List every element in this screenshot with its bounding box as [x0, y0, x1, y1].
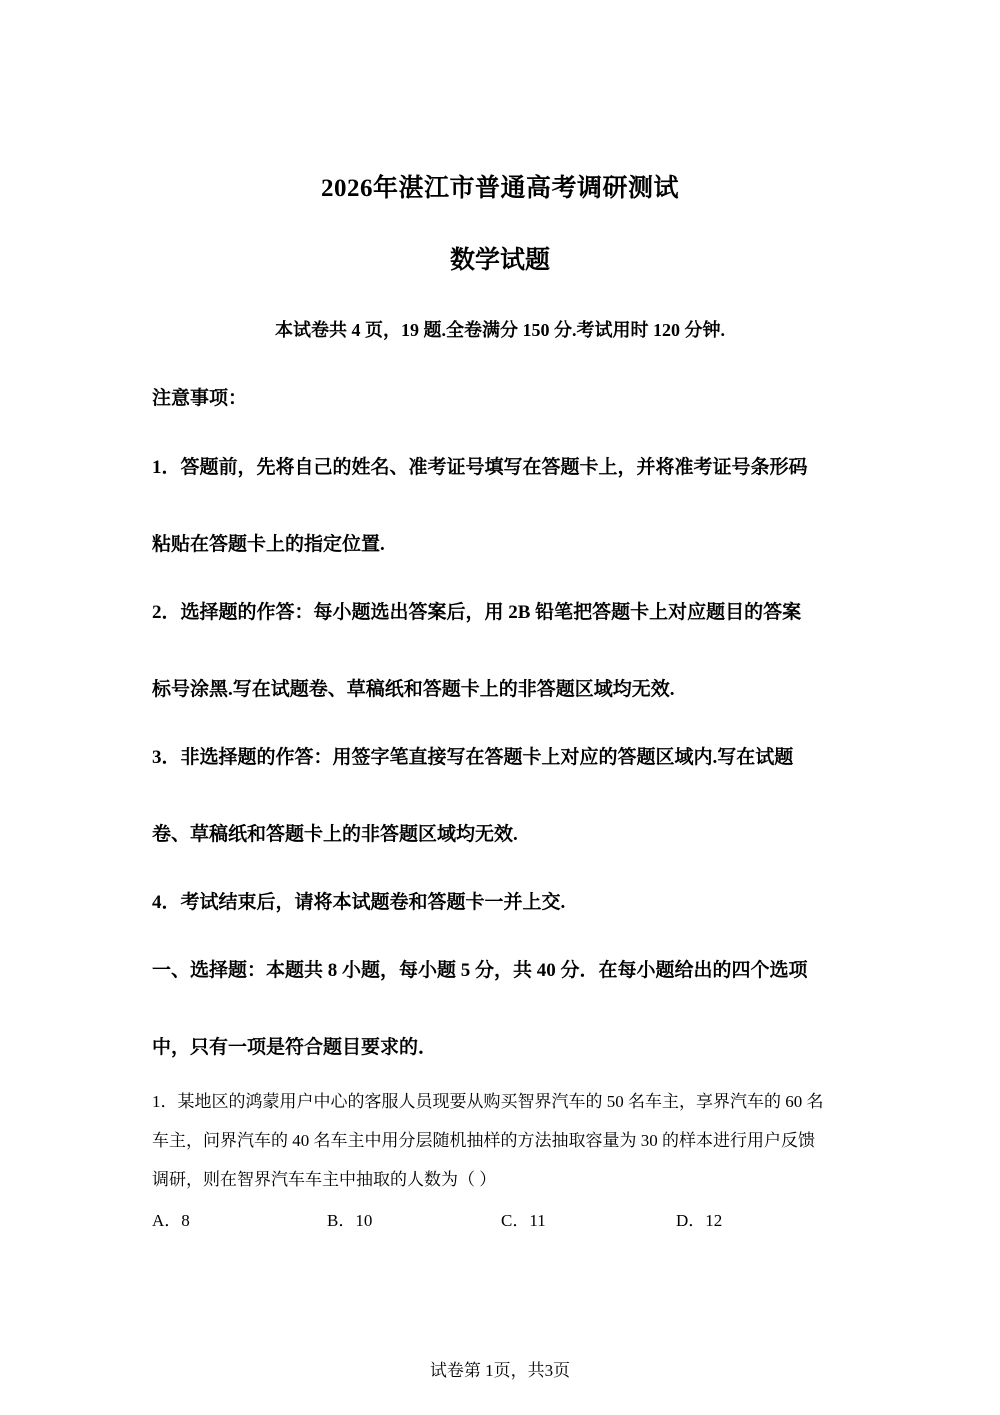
notice-item-2-line-1: 2．选择题的作答：每小题选出答案后，用 2B 铅笔把答题卡上对应题目的答案: [152, 602, 802, 623]
question-1-line-2: 车主，问界汽车的 40 名车主中用分层随机抽样的方法抽取容量为 30 的样本进行用户反馈: [152, 1131, 815, 1150]
notice-item-4: 4．考试结束后，请将本试题卷和答题卡一并上交.: [152, 892, 566, 913]
option-d: D．12: [676, 1211, 723, 1230]
question-1-line-3: 调研，则在智界汽车车主中抽取的人数为（ ）: [152, 1170, 497, 1189]
notice-item-1-line-2: 粘贴在答题卡上的指定位置.: [152, 534, 385, 555]
page-footer: 试卷第 1页，共3页: [429, 1361, 571, 1380]
option-a: A．8: [152, 1211, 190, 1230]
exam-subject: 数学试题: [449, 247, 550, 274]
option-b: B．10: [327, 1211, 373, 1230]
question-1-line-1: 1．某地区的鸿蒙用户中心的客服人员现要从购买智界汽车的 50 名车主，享界汽车的 60 名: [152, 1092, 824, 1111]
notice-heading: 注意事项：: [152, 388, 248, 409]
notice-item-3-line-2: 卷、草稿纸和答题卡上的非答题区域均无效.: [152, 824, 518, 845]
exam-info: 本试卷共 4 页，19 题.全卷满分 150 分.考试用时 120 分钟.: [275, 320, 725, 340]
exam-title: 2026年湛江市普通高考调研测试: [320, 175, 679, 202]
section-heading-line-2: 中，只有一项是符合题目要求的．: [152, 1037, 438, 1058]
option-c: C．11: [501, 1211, 546, 1230]
notice-item-2-line-2: 标号涂黑.写在试题卷、草稿纸和答题卡上的非答题区域均无效.: [152, 679, 675, 700]
notice-item-3-line-1: 3．非选择题的作答：用签字笔直接写在答题卡上对应的答题区域内.写在试题: [152, 747, 794, 768]
notice-item-1-line-1: 1．答题前，先将自己的姓名、准考证号填写在答题卡上，并将准考证号条形码: [152, 457, 808, 478]
section-heading-line-1: 一、选择题：本题共 8 小题，每小题 5 分，共 40 分．在每小题给出的四个选项: [152, 960, 808, 981]
